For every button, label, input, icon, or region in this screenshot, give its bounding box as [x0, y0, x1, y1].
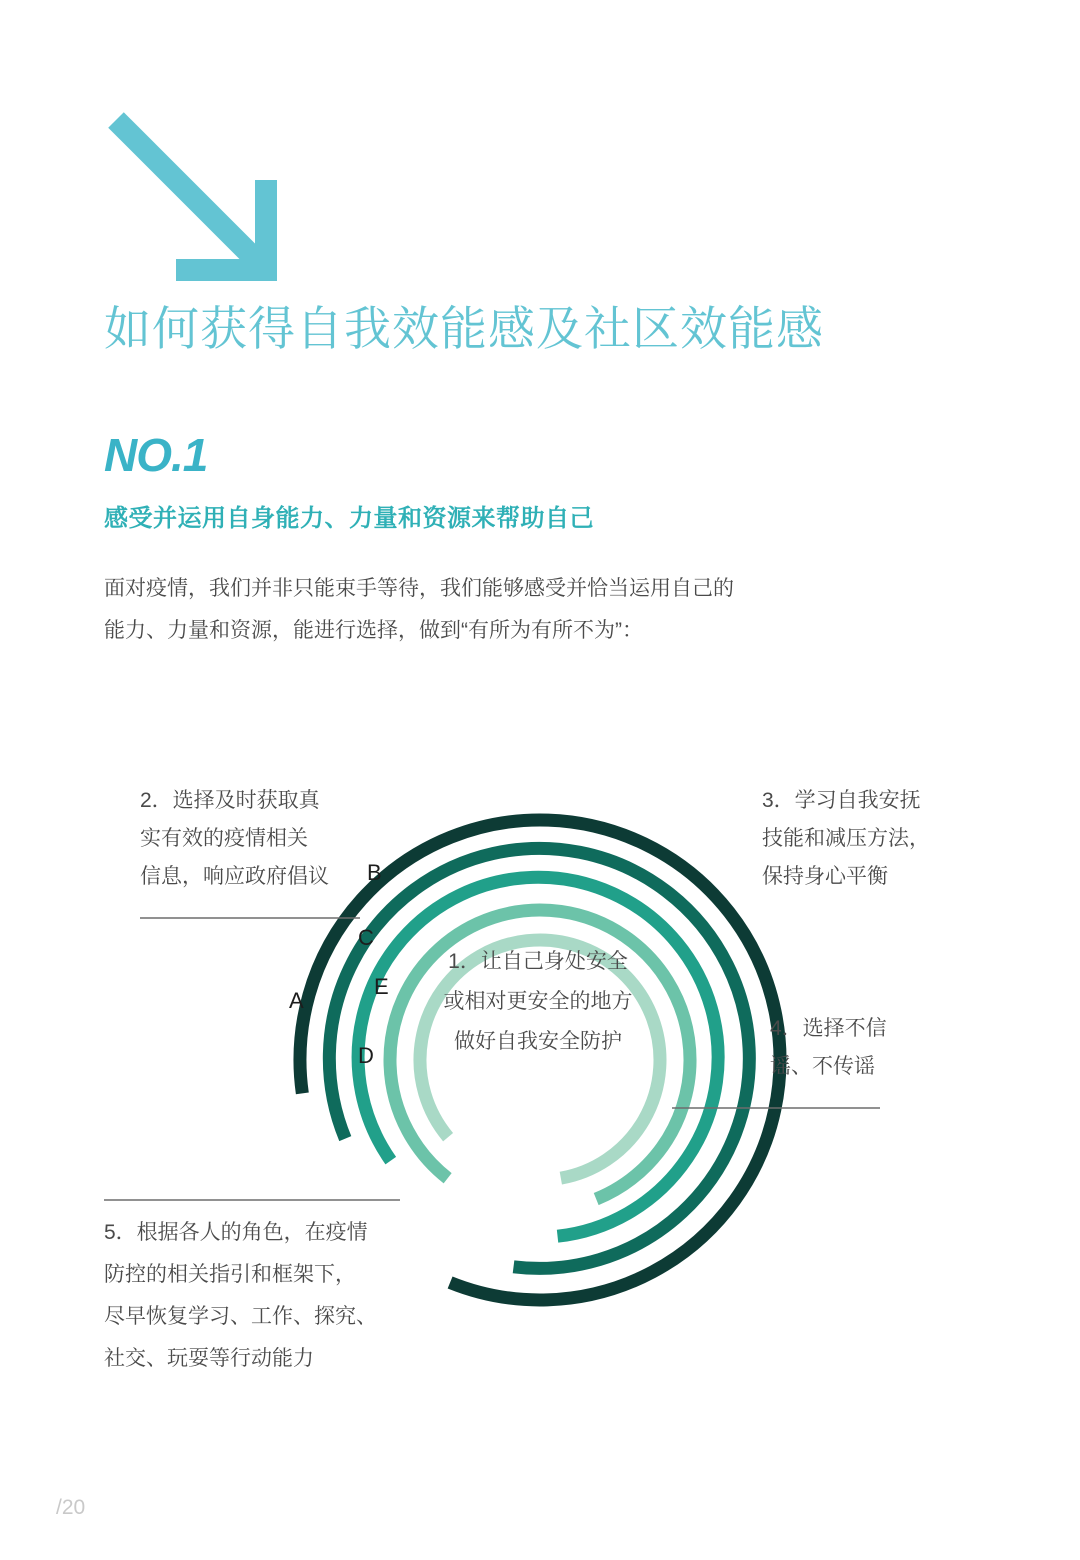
intro-line-2: 能力、力量和资源，能进行选择，做到“有所为有所不为”：: [104, 619, 643, 642]
center-note-line-2: 或相对更安全的地方: [443, 990, 633, 1013]
note-2-line-3: 信息，响应政府倡议: [140, 865, 329, 888]
section-number: NO.1: [104, 429, 208, 481]
note-5-line-2: 防控的相关指引和框架下，: [104, 1263, 356, 1286]
note-3-line-2: 技能和减压方法，: [762, 827, 930, 850]
intro-paragraph: [104, 568, 844, 652]
note-5-line-1: 5．根据各人的角色，在疫情: [104, 1221, 368, 1244]
center-note: [418, 942, 658, 1062]
note-5: [104, 1212, 377, 1380]
ring-label-b: B: [367, 860, 382, 885]
note-3-line-1: 3．学习自我安抚: [762, 789, 921, 812]
arrow-down-right-icon: [104, 108, 284, 288]
note-4-line-2: 谣、不传谣: [770, 1055, 875, 1078]
note-5-line-4: 社交、玩耍等行动能力: [104, 1347, 314, 1370]
section-subtitle: 感受并运用自身能力、力量和资源来帮助自己: [104, 505, 594, 532]
ring-label-a: A: [289, 988, 304, 1013]
ring-label-e: E: [374, 974, 389, 999]
center-note-line-1: 1．让自己身处安全: [448, 950, 628, 973]
note-4-line-1: 4．选择不信: [770, 1017, 887, 1040]
page-title: 如何获得自我效能感及社区效能感: [104, 302, 824, 355]
note-2: [140, 782, 370, 896]
intro-line-1: 面对疫情，我们并非只能束手等待，我们能够感受并恰当运用自己的: [104, 577, 734, 600]
ring-label-c: C: [358, 925, 374, 950]
note-5-line-3: 尽早恢复学习、工作、探究、: [104, 1305, 377, 1328]
note-2-line-1: 2．选择及时获取真: [140, 789, 320, 812]
ring-label-d: D: [358, 1043, 374, 1068]
note-3-line-3: 保持身心平衡: [762, 865, 888, 888]
note-4: [770, 1010, 970, 1086]
center-note-line-3: 做好自我安全防护: [454, 1030, 622, 1053]
note-3: [762, 782, 992, 896]
page-number: /20: [56, 1496, 86, 1519]
note-2-line-2: 实有效的疫情相关: [140, 827, 308, 850]
